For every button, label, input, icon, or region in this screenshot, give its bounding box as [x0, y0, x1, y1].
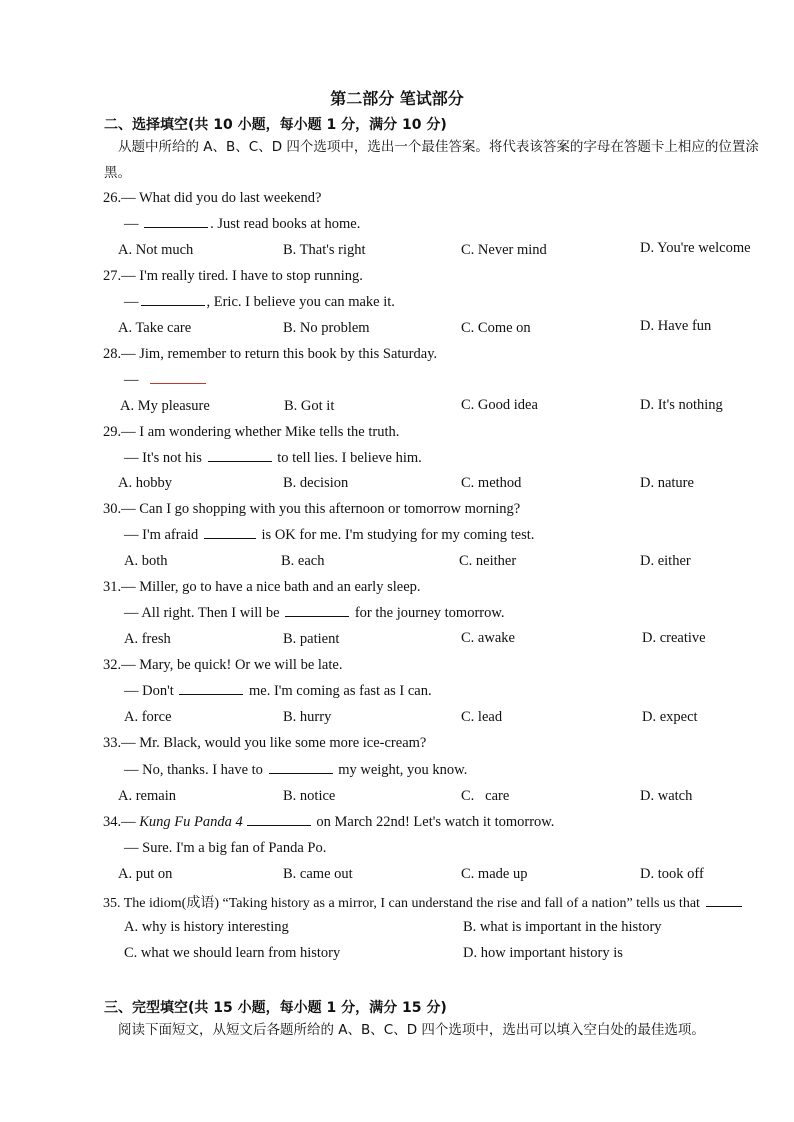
option-a: A. both [124, 553, 168, 569]
option-c: C. Good idea [461, 397, 538, 413]
answer-blank [269, 772, 333, 774]
option-d: D. It's nothing [640, 397, 723, 413]
option-c: C. Come on [461, 320, 531, 336]
option-b: B. patient [283, 631, 340, 647]
option-d: D. creative [642, 630, 706, 646]
section-3-instruction: 阅读下面短文，从短文后各题所给的 A、B、C、D 四个选项中，选出可以填入空白处的最佳选项。 [118, 1022, 705, 1038]
question-28: 28.— Jim, remember to return this book by this Saturday. [103, 346, 438, 362]
answer-blank [141, 304, 205, 306]
answer-line-32: — Don't me. I'm coming as fast as I can. [124, 683, 432, 699]
option-a: A. put on [118, 866, 173, 882]
option-a: A. My pleasure [120, 398, 210, 414]
section-2-heading: 二、选择填空(共 10 小题，每小题 1 分，满分 10 分) [104, 117, 447, 133]
option-c: C. care [461, 788, 510, 804]
question-29: 29.— I am wondering whether Mike tells the truth. [103, 424, 400, 440]
option-b: B. hurry [283, 709, 332, 725]
answer-blank [144, 226, 208, 228]
answer-blank [706, 905, 742, 907]
option-a: A. hobby [118, 475, 172, 491]
answer-blank [150, 382, 206, 384]
answer-line-26: — . Just read books at home. [124, 216, 361, 232]
answer-line-27: — , Eric. I believe you can make it. [124, 294, 395, 310]
option-b: B. Got it [284, 398, 335, 414]
option-b: B. That's right [283, 242, 366, 258]
option-c: C. method [461, 475, 522, 491]
question-32: 32.— Mary, be quick! Or we will be late. [103, 657, 343, 673]
question-27: 27.— I'm really tired. I have to stop running. [103, 268, 363, 284]
question-26: 26.— What did you do last weekend? [103, 190, 322, 206]
option-a: A. remain [118, 788, 176, 804]
answer-blank [247, 824, 311, 826]
page-title: 第二部分 笔试部分 [330, 89, 464, 108]
answer-line-29: — It's not his to tell lies. I believe him. [124, 450, 422, 466]
option-c: C. Never mind [461, 242, 547, 258]
answer-line-31: — All right. Then I will be for the journey tomorrow. [124, 605, 505, 621]
option-d: D. You're welcome [640, 240, 751, 256]
option-b: B. came out [283, 866, 353, 882]
option-c: C. what we should learn from history [124, 945, 341, 961]
option-d: D. took off [640, 866, 704, 882]
option-b: B. No problem [283, 320, 370, 336]
answer-line-28: — [124, 372, 208, 389]
section-3-heading: 三、完型填空(共 15 小题，每小题 1 分，满分 15 分) [104, 1000, 447, 1016]
answer-line-34: — Sure. I'm a big fan of Panda Po. [124, 840, 327, 856]
option-a: A. force [124, 709, 172, 725]
answer-line-33: — No, thanks. I have to my weight, you know. [124, 762, 468, 778]
option-c: C. made up [461, 866, 528, 882]
option-c: C. lead [461, 709, 503, 725]
answer-line-30: — I'm afraid is OK for me. I'm studying for my coming test. [124, 527, 535, 543]
answer-blank [208, 460, 272, 462]
option-b: B. notice [283, 788, 336, 804]
answer-blank [204, 537, 256, 539]
option-d: D. expect [642, 709, 698, 725]
question-33: 33.— Mr. Black, would you like some more ice-cream? [103, 735, 427, 751]
option-d: D. nature [640, 475, 694, 491]
option-d: D. Have fun [640, 318, 712, 334]
option-a: A. why is history interesting [124, 919, 289, 935]
option-a: A. Not much [118, 242, 194, 258]
option-d: D. how important history is [463, 945, 623, 961]
question-30: 30.— Can I go shopping with you this afternoon or tomorrow morning? [103, 501, 521, 517]
question-34: 34.— Kung Fu Panda 4 on March 22nd! Let's watch it tomorrow. [103, 814, 555, 830]
answer-blank [179, 693, 243, 695]
option-d: D. watch [640, 788, 693, 804]
movie-title: Kung Fu Panda 4 [139, 814, 243, 830]
answer-blank [285, 615, 349, 617]
option-b: B. what is important in the history [463, 919, 662, 935]
option-b: B. each [281, 553, 325, 569]
option-d: D. either [640, 553, 691, 569]
option-b: B. decision [283, 475, 349, 491]
question-35: 35. The idiom(成语) “Taking history as a mirror, I can understand the rise and fall of a nation” tells us that [103, 892, 744, 912]
option-c: C. awake [461, 630, 515, 646]
option-a: A. Take care [118, 320, 192, 336]
section-2-instruction: 从题中所给的 A、B、C、D 四个选项中，选出一个最佳答案。将代表该答案的字母在答题卡上相应的位置涂黑。 [104, 139, 759, 181]
option-c: C. neither [459, 553, 517, 569]
option-a: A. fresh [124, 631, 171, 647]
question-31: 31.— Miller, go to have a nice bath and an early sleep. [103, 579, 421, 595]
